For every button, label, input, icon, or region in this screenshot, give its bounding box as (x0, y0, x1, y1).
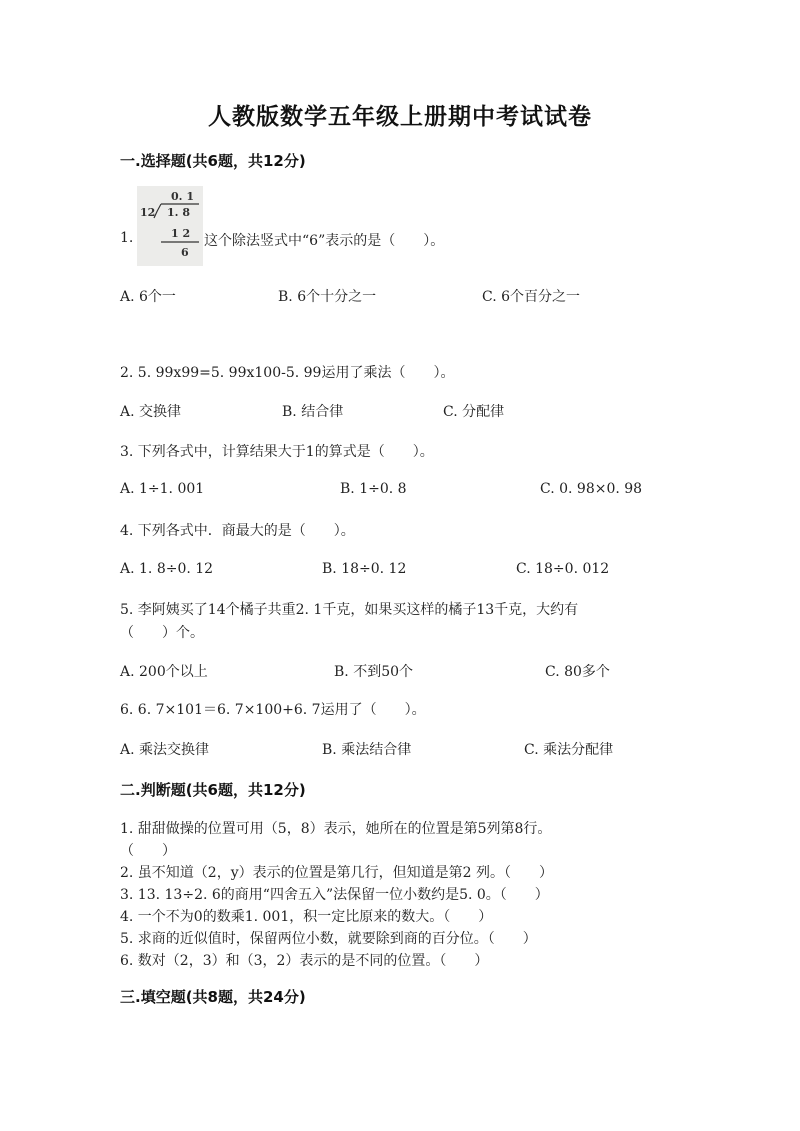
question-6: 6. 6. 7×101＝6. 7×100+6. 7运用了（ ）。 (120, 702, 426, 718)
option-b: B. 乘法结合律 (322, 742, 412, 758)
option-b: B. 不到50个 (334, 664, 414, 680)
option-b: B. 6个十分之一 (278, 289, 377, 305)
option-c: C. 0. 98×0. 98 (540, 481, 643, 497)
question-5-line-1: 5. 李阿姨买了14个橘子共重2. 1千克，如果买这样的橘子13千克，大约有 (120, 602, 579, 618)
division-dividend: 1. 8 (167, 206, 190, 219)
section-heading-fill-in: 三.填空题(共8题，共24分) (120, 988, 306, 1006)
section-heading-judgement: 二.判断题(共6题，共12分) (120, 781, 306, 799)
division-remainder: 6 (181, 246, 189, 259)
option-a: A. 1÷1. 001 (120, 481, 205, 497)
judgement-line: 5. 求商的近似值时，保留两位小数，就要除到商的百分位。（ ） (120, 931, 537, 947)
judgement-line: 3. 13. 13÷2. 6的商用“四舍五入”法保留一位小数约是5. 0。（ ） (120, 887, 549, 903)
option-c: C. 分配律 (443, 404, 505, 420)
long-division-figure (137, 186, 203, 266)
question-1 (120, 186, 680, 266)
judgement-line: 4. 一个不为0的数乘1. 001，积一定比原来的数大。（ ） (120, 909, 493, 925)
division-divisor: 12 (140, 206, 156, 219)
judgement-line: 6. 数对（2，3）和（3，2）表示的是不同的位置。（ ） (120, 953, 489, 969)
option-c: C. 乘法分配律 (524, 742, 614, 758)
question-4: 4. 下列各式中．商最大的是（ ）。 (120, 523, 355, 539)
option-a: A. 乘法交换律 (120, 742, 210, 758)
option-a: A. 200个以上 (120, 664, 208, 680)
question-2: 2. 5. 99x99=5. 99x100-5. 99运用了乘法（ ）。 (120, 365, 455, 381)
option-c: C. 80多个 (545, 664, 610, 680)
option-b: B. 结合律 (282, 404, 344, 420)
option-a: A. 6个一 (120, 289, 176, 305)
question-number: 1. (120, 230, 134, 246)
option-a: A. 交换律 (120, 404, 182, 420)
question-stem: 这个除法竖式中“6”表示的是（ ）。 (204, 233, 445, 249)
section-heading-choice: 一.选择题(共6题，共12分) (120, 152, 306, 170)
option-b: B. 18÷0. 12 (322, 561, 407, 577)
option-a: A. 1. 8÷0. 12 (120, 561, 214, 577)
judgement-line: 2. 虽不知道（2，y）表示的位置是第几行，但知道是第2 列。（ ） (120, 865, 553, 881)
question-3: 3. 下列各式中，计算结果大于1的算式是（ ）。 (120, 444, 434, 460)
option-c: C. 18÷0. 012 (516, 561, 610, 577)
question-5-line-2: （ ）个。 (120, 625, 204, 641)
option-b: B. 1÷0. 8 (340, 481, 407, 497)
division-quotient: 0. 1 (171, 190, 194, 203)
judgement-line: 1. 甜甜做操的位置可用（5，8）表示，她所在的位置是第5列第8行。 (120, 821, 552, 837)
option-c: C. 6个百分之一 (482, 289, 581, 305)
judgement-line: （ ） (120, 843, 176, 859)
exam-title: 人教版数学五年级上册期中考试试卷 (208, 104, 592, 130)
division-product: 1 2 (171, 227, 191, 240)
